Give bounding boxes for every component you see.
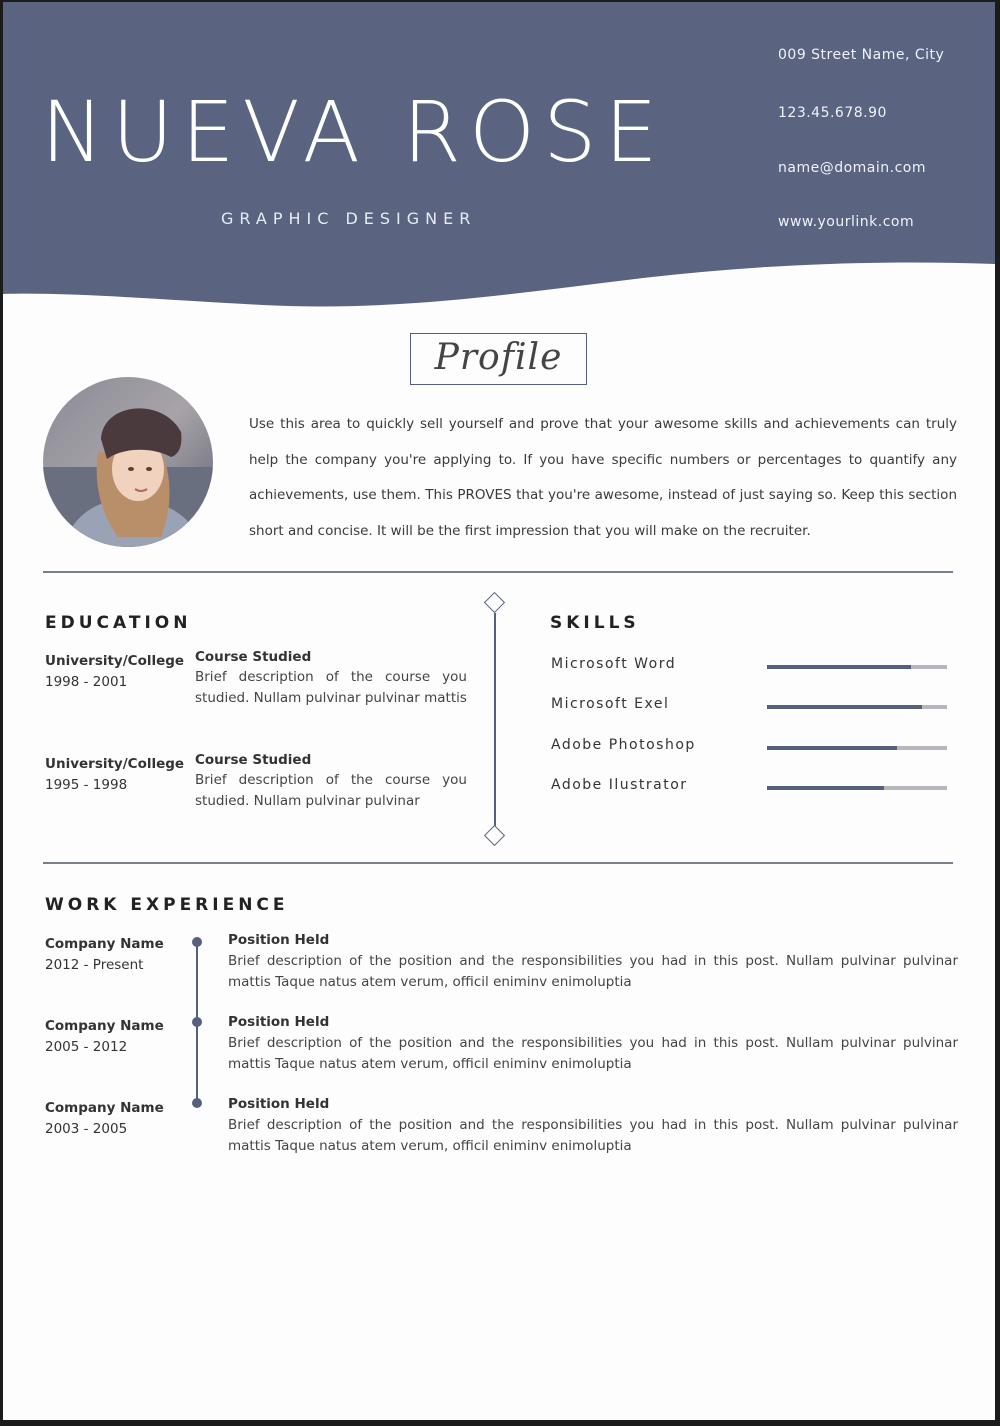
- education-years: 1998 - 2001: [45, 674, 128, 690]
- education-heading: EDUCATION: [45, 613, 192, 633]
- profile-summary: Use this area to quickly sell yourself and prove that your awesome skills and achievements can truly help the company you're applying to. If you have specific numbers or percentages to quantify any achievements, use them. This PROVES that you're awesome, instead of just saying so. Keep this section short and concise. It will be the first impression that you will make on the recruiter.: [249, 416, 957, 539]
- skill-name: Adobe Ilustrator: [551, 777, 688, 793]
- timeline-dot-icon: [192, 1017, 202, 1027]
- diamond-icon: [484, 592, 505, 613]
- skill-level-fill: [767, 705, 922, 709]
- education-description: Brief description of the course you studied. Nullam pulvinar pulvinar mattis: [195, 669, 467, 706]
- education-course: Course Studied: [195, 752, 312, 768]
- skill-level-bar: [767, 746, 947, 750]
- skill-name: Microsoft Word: [551, 656, 677, 672]
- work-company: Company Name: [45, 936, 164, 952]
- contact-address: 009 Street Name, City: [778, 47, 945, 63]
- skills-heading: SKILLS: [550, 613, 640, 633]
- section-divider: [43, 862, 953, 864]
- work-position: Position Held: [228, 932, 330, 948]
- skill-name: Microsoft Exel: [551, 696, 670, 712]
- work-description: Brief description of the position and the responsibilities you had in this post. Nullam pulvinar pulvinar mattis Taque natus atem verum, officil eniminv enimoluptia: [228, 1035, 958, 1072]
- resume-page: [3, 2, 995, 1420]
- education-institution: University/College: [45, 653, 185, 669]
- skill-level-fill: [767, 665, 911, 669]
- education-institution: University/College: [45, 756, 185, 772]
- contact-email[interactable]: name@domain.com: [778, 160, 926, 176]
- skill-level-bar: [767, 665, 947, 669]
- skill-name: Adobe Photoshop: [551, 737, 696, 753]
- contact-website[interactable]: www.yourlink.com: [778, 214, 915, 230]
- education-course: Course Studied: [195, 649, 312, 665]
- skill-level-fill: [767, 786, 884, 790]
- work-position: Position Held: [228, 1014, 330, 1030]
- skill-level-bar: [767, 786, 947, 790]
- section-divider: [43, 571, 953, 573]
- work-company: Company Name: [45, 1018, 164, 1034]
- profile-heading: Profile: [410, 333, 587, 385]
- job-title: GRAPHIC DESIGNER: [221, 209, 477, 228]
- work-position: Position Held: [228, 1096, 330, 1112]
- candidate-name: NUEVA ROSE: [41, 83, 666, 181]
- diamond-icon: [484, 825, 505, 846]
- skill-level-fill: [767, 746, 897, 750]
- work-description: Brief description of the position and the responsibilities you had in this post. Nullam pulvinar pulvinar mattis Taque natus atem verum, officil eniminv enimoluptia: [228, 953, 958, 990]
- skill-level-bar: [767, 705, 947, 709]
- work-years: 2003 - 2005: [45, 1121, 128, 1137]
- work-company: Company Name: [45, 1100, 164, 1116]
- work-description: Brief description of the position and the responsibilities you had in this post. Nullam pulvinar pulvinar mattis Taque natus atem verum, officil eniminv enimoluptia: [228, 1117, 958, 1154]
- work-years: 2012 - Present: [45, 957, 144, 973]
- timeline-dot-icon: [192, 1098, 202, 1108]
- work-heading: WORK EXPERIENCE: [45, 895, 289, 915]
- education-description: Brief description of the course you studied. Nullam pulvinar pulvinar: [195, 772, 467, 809]
- work-years: 2005 - 2012: [45, 1039, 128, 1055]
- timeline-dot-icon: [192, 937, 202, 947]
- profile-photo: [43, 377, 213, 547]
- contact-phone: 123.45.678.90: [778, 105, 887, 121]
- column-divider: [494, 613, 496, 829]
- education-years: 1995 - 1998: [45, 777, 128, 793]
